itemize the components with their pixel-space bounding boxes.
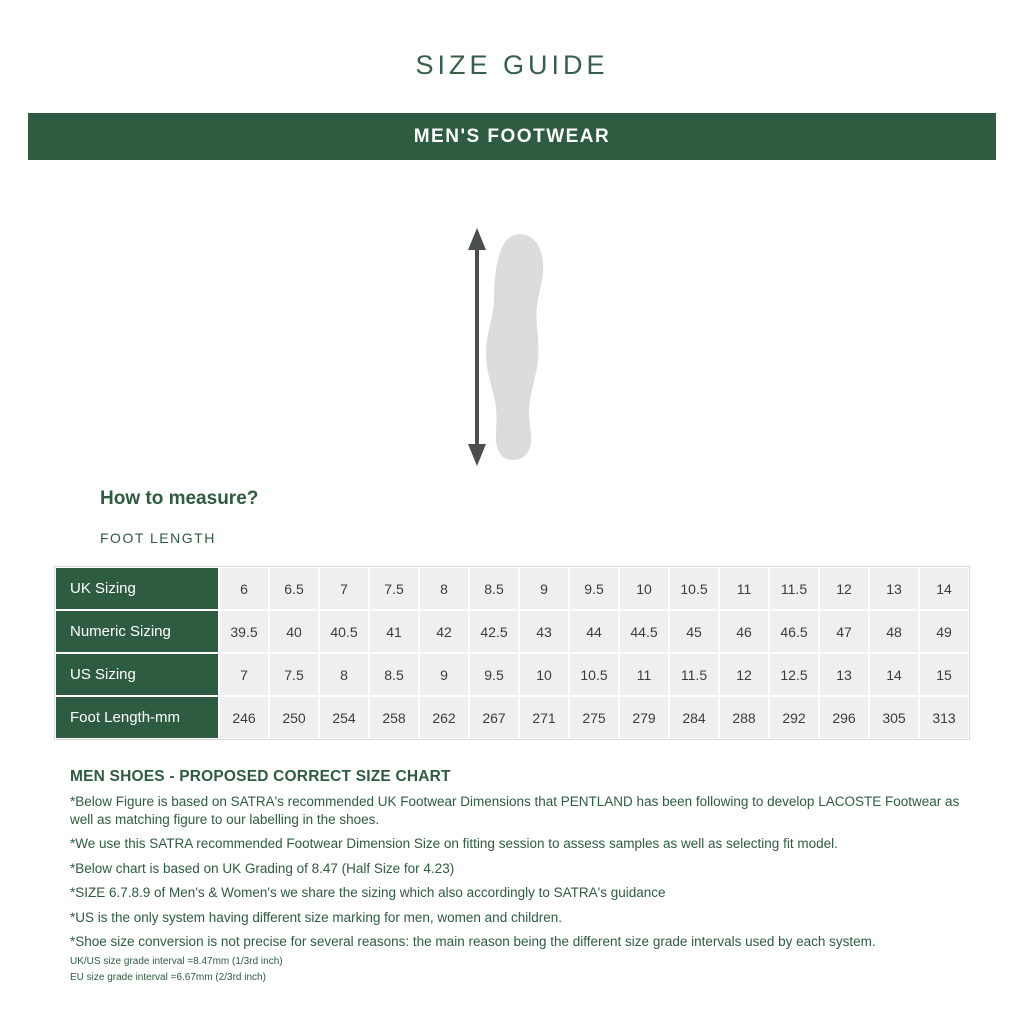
size-cell: 14 [919, 567, 969, 610]
row-label: UK Sizing [55, 567, 219, 610]
size-cell: 10 [619, 567, 669, 610]
size-cell: 258 [369, 696, 419, 739]
note-line: *Below Figure is based on SATRA's recommended UK Footwear Dimensions that PENTLAND has been following to develop LACOSTE Footwear as well as matching figure to our labelling in the shoes. [70, 794, 960, 827]
size-cell: 45 [669, 610, 719, 653]
size-table-body [55, 567, 969, 739]
size-cell: 262 [419, 696, 469, 739]
size-cell: 13 [819, 653, 869, 696]
size-cell: 44.5 [619, 610, 669, 653]
size-cell: 10.5 [669, 567, 719, 610]
row-label: US Sizing [55, 653, 219, 696]
size-cell: 279 [619, 696, 669, 739]
size-cell: 313 [919, 696, 969, 739]
foot-length-label: FOOT LENGTH [100, 530, 216, 546]
note-line: *Below chart is based on UK Grading of 8.47 (Half Size for 4.23) [70, 860, 455, 876]
page-title: SIZE GUIDE [415, 50, 609, 80]
size-cell: 11.5 [669, 653, 719, 696]
size-cell: 12.5 [769, 653, 819, 696]
size-cell: 284 [669, 696, 719, 739]
notes-heading: MEN SHOES - PROPOSED CORRECT SIZE CHART [70, 768, 451, 785]
note-line: *We use this SATRA recommended Footwear Dimension Size on fitting session to assess samples as well as selecting fit model. [70, 836, 838, 852]
size-table [54, 566, 970, 740]
size-cell: 10 [519, 653, 569, 696]
size-cell: 46 [719, 610, 769, 653]
size-cell: 292 [769, 696, 819, 739]
size-cell: 267 [469, 696, 519, 739]
note-small-line: EU size grade interval =6.67mm (2/3rd inch) [70, 971, 266, 983]
size-cell: 11 [719, 567, 769, 610]
size-cell: 42 [419, 610, 469, 653]
size-cell: 8 [319, 653, 369, 696]
size-cell: 13 [869, 567, 919, 610]
size-cell: 11 [619, 653, 669, 696]
size-cell: 12 [819, 567, 869, 610]
row-label: Foot Length-mm [55, 696, 219, 739]
size-cell: 6.5 [269, 567, 319, 610]
size-cell: 43 [519, 610, 569, 653]
size-cell: 49 [919, 610, 969, 653]
table-row [55, 610, 969, 653]
table-row [55, 567, 969, 610]
how-to-measure-heading: How to measure? [100, 488, 259, 509]
note-line: *Shoe size conversion is not precise for several reasons: the main reason being the different size grade intervals used by each system. [70, 934, 876, 950]
size-cell: 288 [719, 696, 769, 739]
row-label: Numeric Sizing [55, 610, 219, 653]
size-cell: 9.5 [469, 653, 519, 696]
size-cell: 10.5 [569, 653, 619, 696]
size-cell: 46.5 [769, 610, 819, 653]
note-line: *SIZE 6.7.8.9 of Men's & Women's we share the sizing which also accordingly to SATRA's guidance [70, 885, 666, 901]
size-cell: 11.5 [769, 567, 819, 610]
size-cell: 40.5 [319, 610, 369, 653]
table-row [55, 696, 969, 739]
size-cell: 9 [519, 567, 569, 610]
mens-footwear-banner: MEN'S FOOTWEAR [28, 113, 996, 160]
table-row [55, 653, 969, 696]
size-cell: 9 [419, 653, 469, 696]
size-cell: 271 [519, 696, 569, 739]
size-cell: 7 [319, 567, 369, 610]
size-cell: 7.5 [369, 567, 419, 610]
size-cell: 250 [269, 696, 319, 739]
notes-section [70, 768, 964, 983]
size-cell: 246 [219, 696, 269, 739]
size-cell: 8.5 [369, 653, 419, 696]
size-cell: 275 [569, 696, 619, 739]
size-cell: 7 [219, 653, 269, 696]
size-cell: 47 [819, 610, 869, 653]
size-cell: 40 [269, 610, 319, 653]
size-cell: 15 [919, 653, 969, 696]
size-cell: 7.5 [269, 653, 319, 696]
size-cell: 254 [319, 696, 369, 739]
foot-illustration [447, 226, 577, 468]
note-small-line: UK/US size grade interval =8.47mm (1/3rd inch) [70, 955, 283, 967]
size-cell: 14 [869, 653, 919, 696]
size-cell: 8 [419, 567, 469, 610]
length-arrow-icon [468, 228, 486, 466]
size-cell: 8.5 [469, 567, 519, 610]
foot-outline-icon [486, 234, 543, 460]
size-cell: 41 [369, 610, 419, 653]
note-line: *US is the only system having different size marking for men, women and children. [70, 909, 562, 925]
foot-measure-figure [0, 226, 1024, 468]
size-cell: 48 [869, 610, 919, 653]
size-cell: 305 [869, 696, 919, 739]
size-cell: 42.5 [469, 610, 519, 653]
size-cell: 44 [569, 610, 619, 653]
size-cell: 39.5 [219, 610, 269, 653]
size-cell: 6 [219, 567, 269, 610]
size-cell: 296 [819, 696, 869, 739]
size-cell: 9.5 [569, 567, 619, 610]
size-cell: 12 [719, 653, 769, 696]
